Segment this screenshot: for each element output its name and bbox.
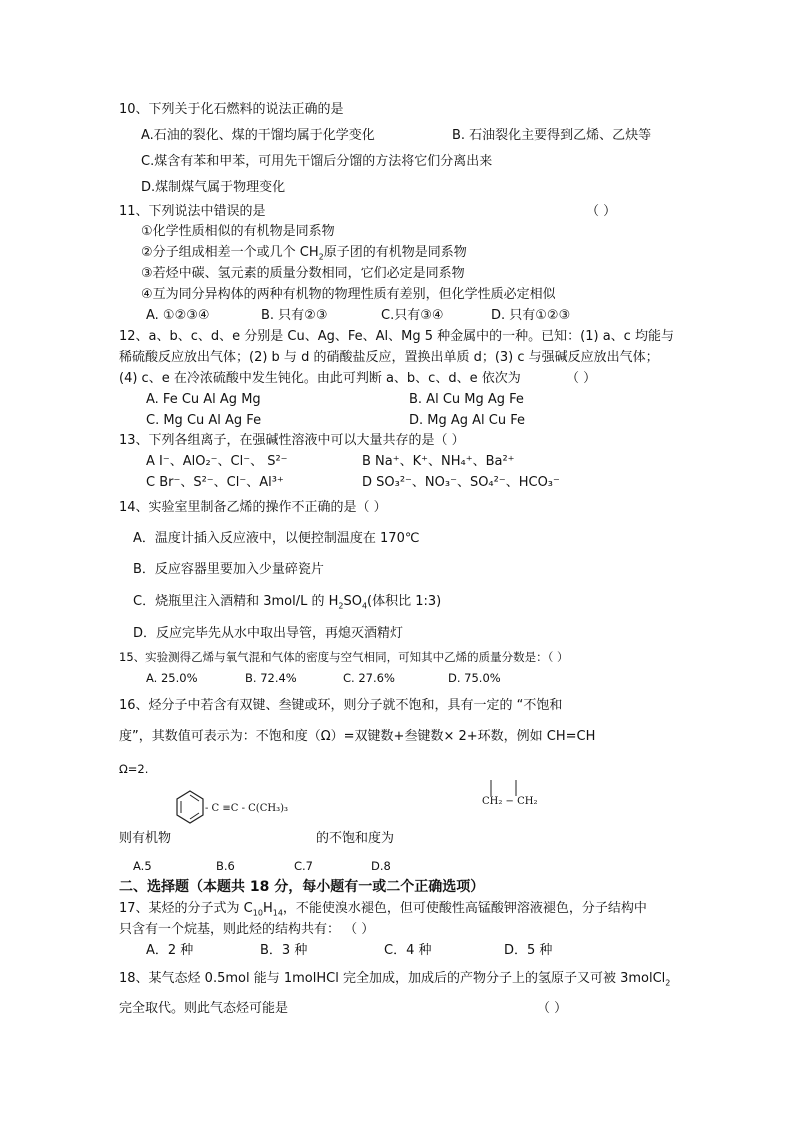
q14-stem: 14、实验室里制备乙烯的操作不正确的是（ ） [119, 500, 387, 515]
q12-option-c: C. Mg Cu Al Ag Fe [146, 413, 262, 428]
q10-option-a: A.石油的裂化、煤的干馏均属于化学变化 [141, 128, 375, 143]
q11-option-a: A. ①②③④ [146, 308, 210, 323]
q17-option-d: D．5 种 [504, 943, 553, 958]
q11-option-d: D. 只有①②③ [491, 308, 571, 323]
q13-option-a: A I⁻、AlO₂⁻、Cl⁻、 S²⁻ [146, 454, 288, 469]
q16-line-4a: 则有机物 [119, 831, 172, 846]
q16-line-3: Ω=2. [119, 762, 149, 776]
q12-line-3: (4) c、e 在冷浓硫酸中发生钝化。由此可判断 a、b、c、d、e 依次为 [119, 371, 521, 386]
q10-option-c: C.煤含有苯和甲苯，可用先干馏后分馏的方法将它们分离出来 [141, 154, 493, 169]
q16-line-4b: 的不饱和度为 [316, 831, 395, 846]
q18-line-1: 18、某气态烃 0.5mol 能与 1molHCl 完全加成，加成后的产物分子上的氢原子又可被 3molCl$_2$ [119, 971, 671, 988]
q12-line-1: 12、a、b、c、d、e 分别是 Cu、Ag、Fe、Al、Mg 5 种金属中的一种。已知：(1) a、c 均能与 [119, 329, 674, 344]
q11-option-c: C.只有③④ [381, 308, 444, 323]
q11-statement-3: ③若烃中碳、氢元素的质量分数相同，它们必定是同系物 [141, 266, 465, 281]
q10-stem: 10、下列关于化石燃料的说法正确的是 [119, 102, 344, 117]
q17-line-2: 只含有一个烷基，则此烃的结构共有： （ ） [119, 922, 375, 937]
q13-stem: 13、下列各组离子，在强碱性溶液中可以大量共存的是（ ） [119, 433, 465, 448]
q17-option-c: C．4 种 [384, 943, 432, 958]
q14-option-d: D．反应完毕先从水中取出导管，再熄灭酒精灯 [133, 626, 404, 641]
q11-statement-1: ①化学性质相似的有机物是同系物 [141, 224, 335, 239]
q15-option-a: A. 25.0% [146, 671, 198, 685]
q15-option-b: B. 72.4% [245, 671, 297, 685]
ch2-ch2-label: CH₂ − CH₂ [482, 796, 538, 807]
q12-line-2: 稀硫酸反应放出气体；(2) b 与 d 的硝酸盐反应，置换出单质 d；(3) c 与强碱反应放出气体； [119, 350, 659, 365]
q11-stem: 11、下列说法中错误的是 [119, 204, 266, 219]
q14-option-b: B．反应容器里要加入少量碎瓷片 [133, 562, 324, 577]
q15-stem: 15、实验测得乙烯与氧气混和气体的密度与空气相同，可知其中乙烯的质量分数是：（ ） [119, 650, 569, 664]
q13-option-c: C Br⁻、S²⁻、Cl⁻、Al³⁺ [146, 475, 284, 490]
benzene-ring-icon [176, 790, 208, 826]
q16-line-2: 度”，其数值可表示为：不饱和度（Ω）=双键数+叁键数× 2+环数，例如 CH=CH [119, 729, 596, 744]
q16-option-d: D.8 [371, 859, 391, 873]
q17-option-a: A．2 种 [146, 943, 194, 958]
q14-option-c: C．烧瓶里注入酒精和 3mol/L 的 $H_2SO_4$(体积比 1:3) [133, 594, 442, 611]
q16-option-c: C.7 [294, 859, 314, 873]
q15-option-d: D. 75.0% [448, 671, 501, 685]
q12-answer-paren: （ ） [566, 371, 597, 386]
q10-option-b: B. 石油裂化主要得到乙烯、乙炔等 [452, 128, 652, 143]
q12-option-d: D. Mg Ag Al Cu Fe [409, 413, 526, 428]
q11-statement-2: ②分子组成相差一个或几个 $CH_2$原子团的有机物是同系物 [141, 245, 467, 262]
q12-option-b: B. Al Cu Mg Ag Fe [409, 392, 524, 407]
q12-option-a: A. Fe Cu Al Ag Mg [146, 392, 261, 407]
alkyne-formula: - C ≡C - C(CH₃)₃ [205, 803, 288, 814]
q14-option-a: A．温度计插入反应液中，以便控制温度在 170℃ [133, 531, 420, 546]
q18-answer-paren: （ ） [537, 1001, 568, 1016]
q16-option-a: A.5 [133, 859, 152, 873]
q13-option-d: D SO₃²⁻、NO₃⁻、SO₄²⁻、HCO₃⁻ [362, 475, 560, 490]
q16-line-1: 16、烃分子中若含有双键、叁键或环，则分子就不饱和，具有一定的 “不饱和 [119, 698, 563, 713]
q11-option-b: B. 只有②③ [261, 308, 328, 323]
q11-answer-paren: （ ） [586, 204, 617, 219]
section-2-heading: 二、选择题（本题共 18 分，每小题有一或二个正确选项） [119, 879, 485, 895]
q17-line-1: 17、某烃的分子式为 $C_{10}H_{14}$，不能使溴水褪色，但可使酸性高锰酸钾溶液褪色，分子结构中 [119, 901, 647, 918]
q10-option-d: D.煤制煤气属于物理变化 [141, 180, 286, 195]
q18-line-2: 完全取代。则此气态烃可能是 [119, 1001, 289, 1016]
q15-option-c: C. 27.6% [343, 671, 395, 685]
q16-option-b: B.6 [216, 859, 235, 873]
q17-option-b: B．3 种 [260, 943, 308, 958]
q13-option-b: B Na⁺、K⁺、NH₄⁺、Ba²⁺ [362, 454, 515, 469]
q11-statement-4: ④互为同分异构体的两种有机物的物理性质有差别，但化学性质必定相似 [141, 287, 556, 302]
